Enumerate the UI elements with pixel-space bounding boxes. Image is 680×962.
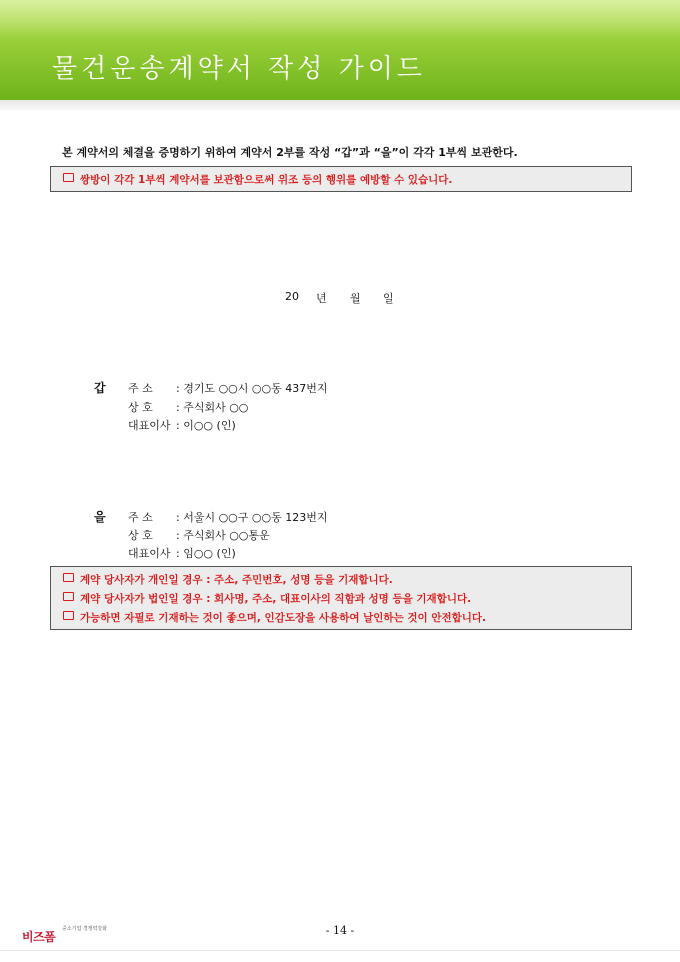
note-text: 계약 당사자가 법인일 경우 : 회사명, 주소, 대표이사의 직함과 성명 등을 기재합니다. xyxy=(80,593,472,605)
header-divider xyxy=(0,100,680,110)
intro-text: 본 계약서의 체결을 증명하기 위하여 계약서 2부를 작성 “갑”과 “을”이 각각 1부씩 보관한다. xyxy=(62,146,518,159)
note-text: 가능하면 자필로 기재하는 것이 좋으며, 인감도장을 사용하여 날인하는 것이 안전합니다. xyxy=(80,612,487,624)
note-line xyxy=(63,172,452,187)
page-header xyxy=(0,0,680,100)
party-b-name-label: 상 호 xyxy=(128,529,153,542)
party-a-address-label: 주 소 xyxy=(128,382,153,395)
note-box-bottom xyxy=(50,566,632,630)
note-pointer-icon xyxy=(63,573,74,582)
party-a-name-label: 상 호 xyxy=(128,401,153,414)
page-title: 물건운송계약서 작성 가이드 xyxy=(52,54,426,84)
page-number: - 14 - xyxy=(325,924,355,937)
note-text: 계약 당사자가 개인일 경우 : 주소, 주민번호, 성명 등을 기재합니다. xyxy=(80,574,393,586)
party-b-address-value: : 서울시 ○○구 ○○동 123번지 xyxy=(176,511,328,524)
footer-divider xyxy=(0,950,680,951)
party-b-address-label: 주 소 xyxy=(128,511,153,524)
bizforms-logo xyxy=(22,926,108,945)
note-line xyxy=(63,572,393,587)
note-line xyxy=(63,610,486,625)
note-line xyxy=(63,591,471,606)
party-a-rep-value: : 이○○ (인) xyxy=(176,419,236,432)
party-b-rep-value: : 임○○ (인) xyxy=(176,547,236,560)
note-pointer-icon xyxy=(63,173,74,182)
party-a-label: 갑 xyxy=(94,381,106,395)
party-a-name-value: : 주식회사 ○○ xyxy=(176,401,249,414)
party-a-rep-label: 대표이사 xyxy=(128,419,171,432)
party-a-address-value: : 경기도 ○○시 ○○동 437번지 xyxy=(176,382,328,395)
note-box-top xyxy=(50,166,632,192)
date-day-label: 일 xyxy=(383,292,394,305)
date-month-label: 월 xyxy=(350,292,361,305)
date-year-label: 년 xyxy=(316,292,327,305)
party-b-name-value: : 주식회사 ○○통운 xyxy=(176,529,270,542)
party-b-rep-label: 대표이사 xyxy=(128,547,171,560)
note-pointer-icon xyxy=(63,592,74,601)
header-shine xyxy=(0,0,680,40)
note-pointer-icon xyxy=(63,611,74,620)
logo-text: 비즈폼 xyxy=(22,930,56,944)
logo-subtext: 중소기업 경쟁력강화 xyxy=(62,926,108,932)
party-b-label: 을 xyxy=(94,510,106,524)
note-text: 쌍방이 각각 1부씩 계약서를 보관함으로써 위조 등의 행위를 예방할 수 있습니다. xyxy=(80,174,453,186)
date-year: 20 xyxy=(285,290,299,303)
